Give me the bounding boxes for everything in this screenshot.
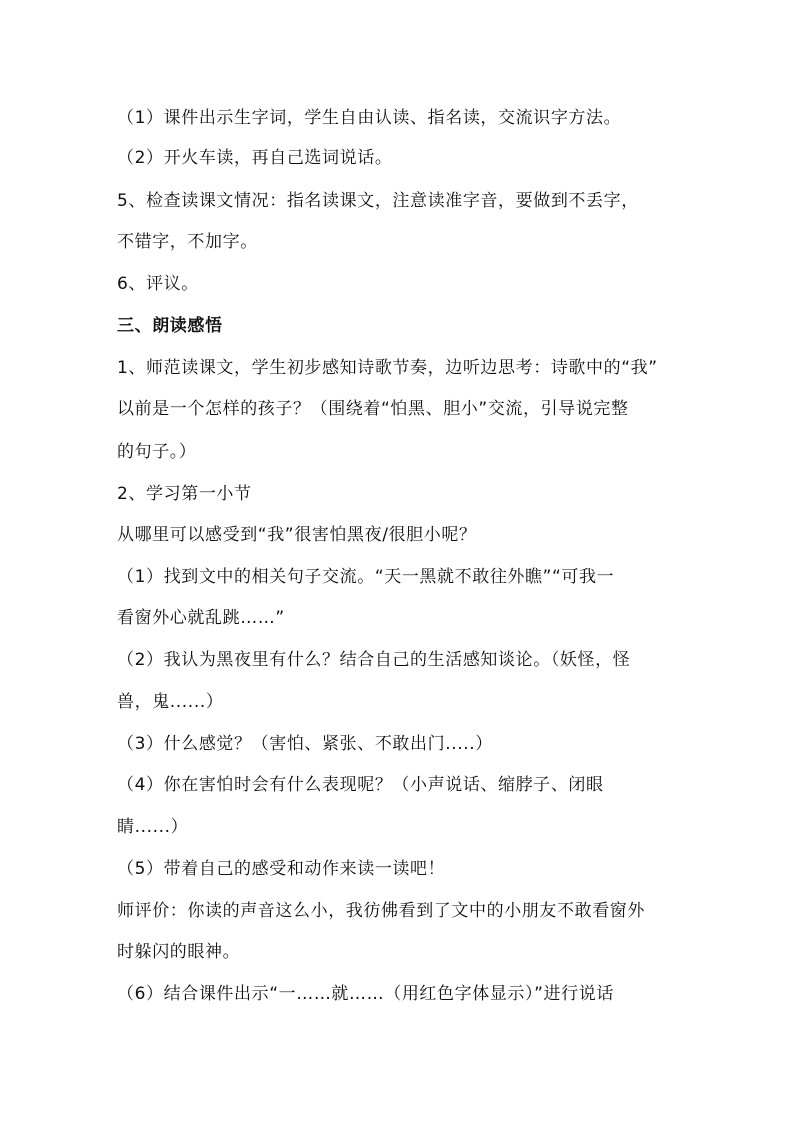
text-line-22: （6）结合课件出示“一……就……（用红色字体显示）”进行说话: [117, 984, 614, 1004]
text-line-15: 兽，鬼......）: [117, 692, 224, 712]
text-line-13: 看窗外心就乱跳……”: [117, 608, 285, 628]
text-line-19: （5）带着自己的感受和动作来读一读吧！: [117, 859, 446, 879]
text-line-9: 的句子。）: [117, 442, 197, 462]
text-line-1: （1）课件出示生字词，学生自由认读、指名读，交流识字方法。: [117, 108, 622, 128]
text-line-14: （2）我认为黑夜里有什么？结合自己的生活感知谈论。（妖怪，怪: [117, 650, 631, 670]
text-line-21: 时躲闪的眼神。: [117, 942, 241, 962]
text-line-12: （1）找到文中的相关句子交流。“天一黑就不敢往外瞧”“可我一: [117, 567, 615, 587]
text-line-10: 2、学习第一小节: [117, 484, 252, 504]
text-line-17: （4）你在害怕时会有什么表现呢？（小声说话、缩脖子、闭眼: [117, 775, 604, 795]
text-line-18: 睛......）: [117, 817, 189, 837]
text-line-4: 不错字，不加字。: [117, 232, 258, 252]
text-line-5: 6、评议。: [117, 274, 199, 294]
text-line-2: （2）开火车读，再自己选词说话。: [117, 148, 393, 168]
section-heading: 三、朗读感悟: [117, 316, 223, 336]
text-line-7: 1、师范读课文，学生初步感知诗歌节奏，边听边思考：诗歌中的“我”: [117, 358, 658, 378]
text-line-20: 师评价：你读的声音这么小，我彷佛看到了文中的小朋友不敢看窗外: [117, 901, 645, 921]
text-line-16: （3）什么感觉？（害怕、紧张、不敢出门.....）: [117, 734, 493, 754]
text-line-11: 从哪里可以感受到“我”很害怕黑夜/很胆小呢？: [117, 525, 477, 545]
text-line-3: 5、检查读课文情况：指名读课文，注意读准字音，要做到不丢字，: [117, 191, 639, 211]
text-line-8: 以前是一个怎样的孩子？（围绕着“怕黑、胆小”交流，引导说完整: [117, 399, 629, 419]
